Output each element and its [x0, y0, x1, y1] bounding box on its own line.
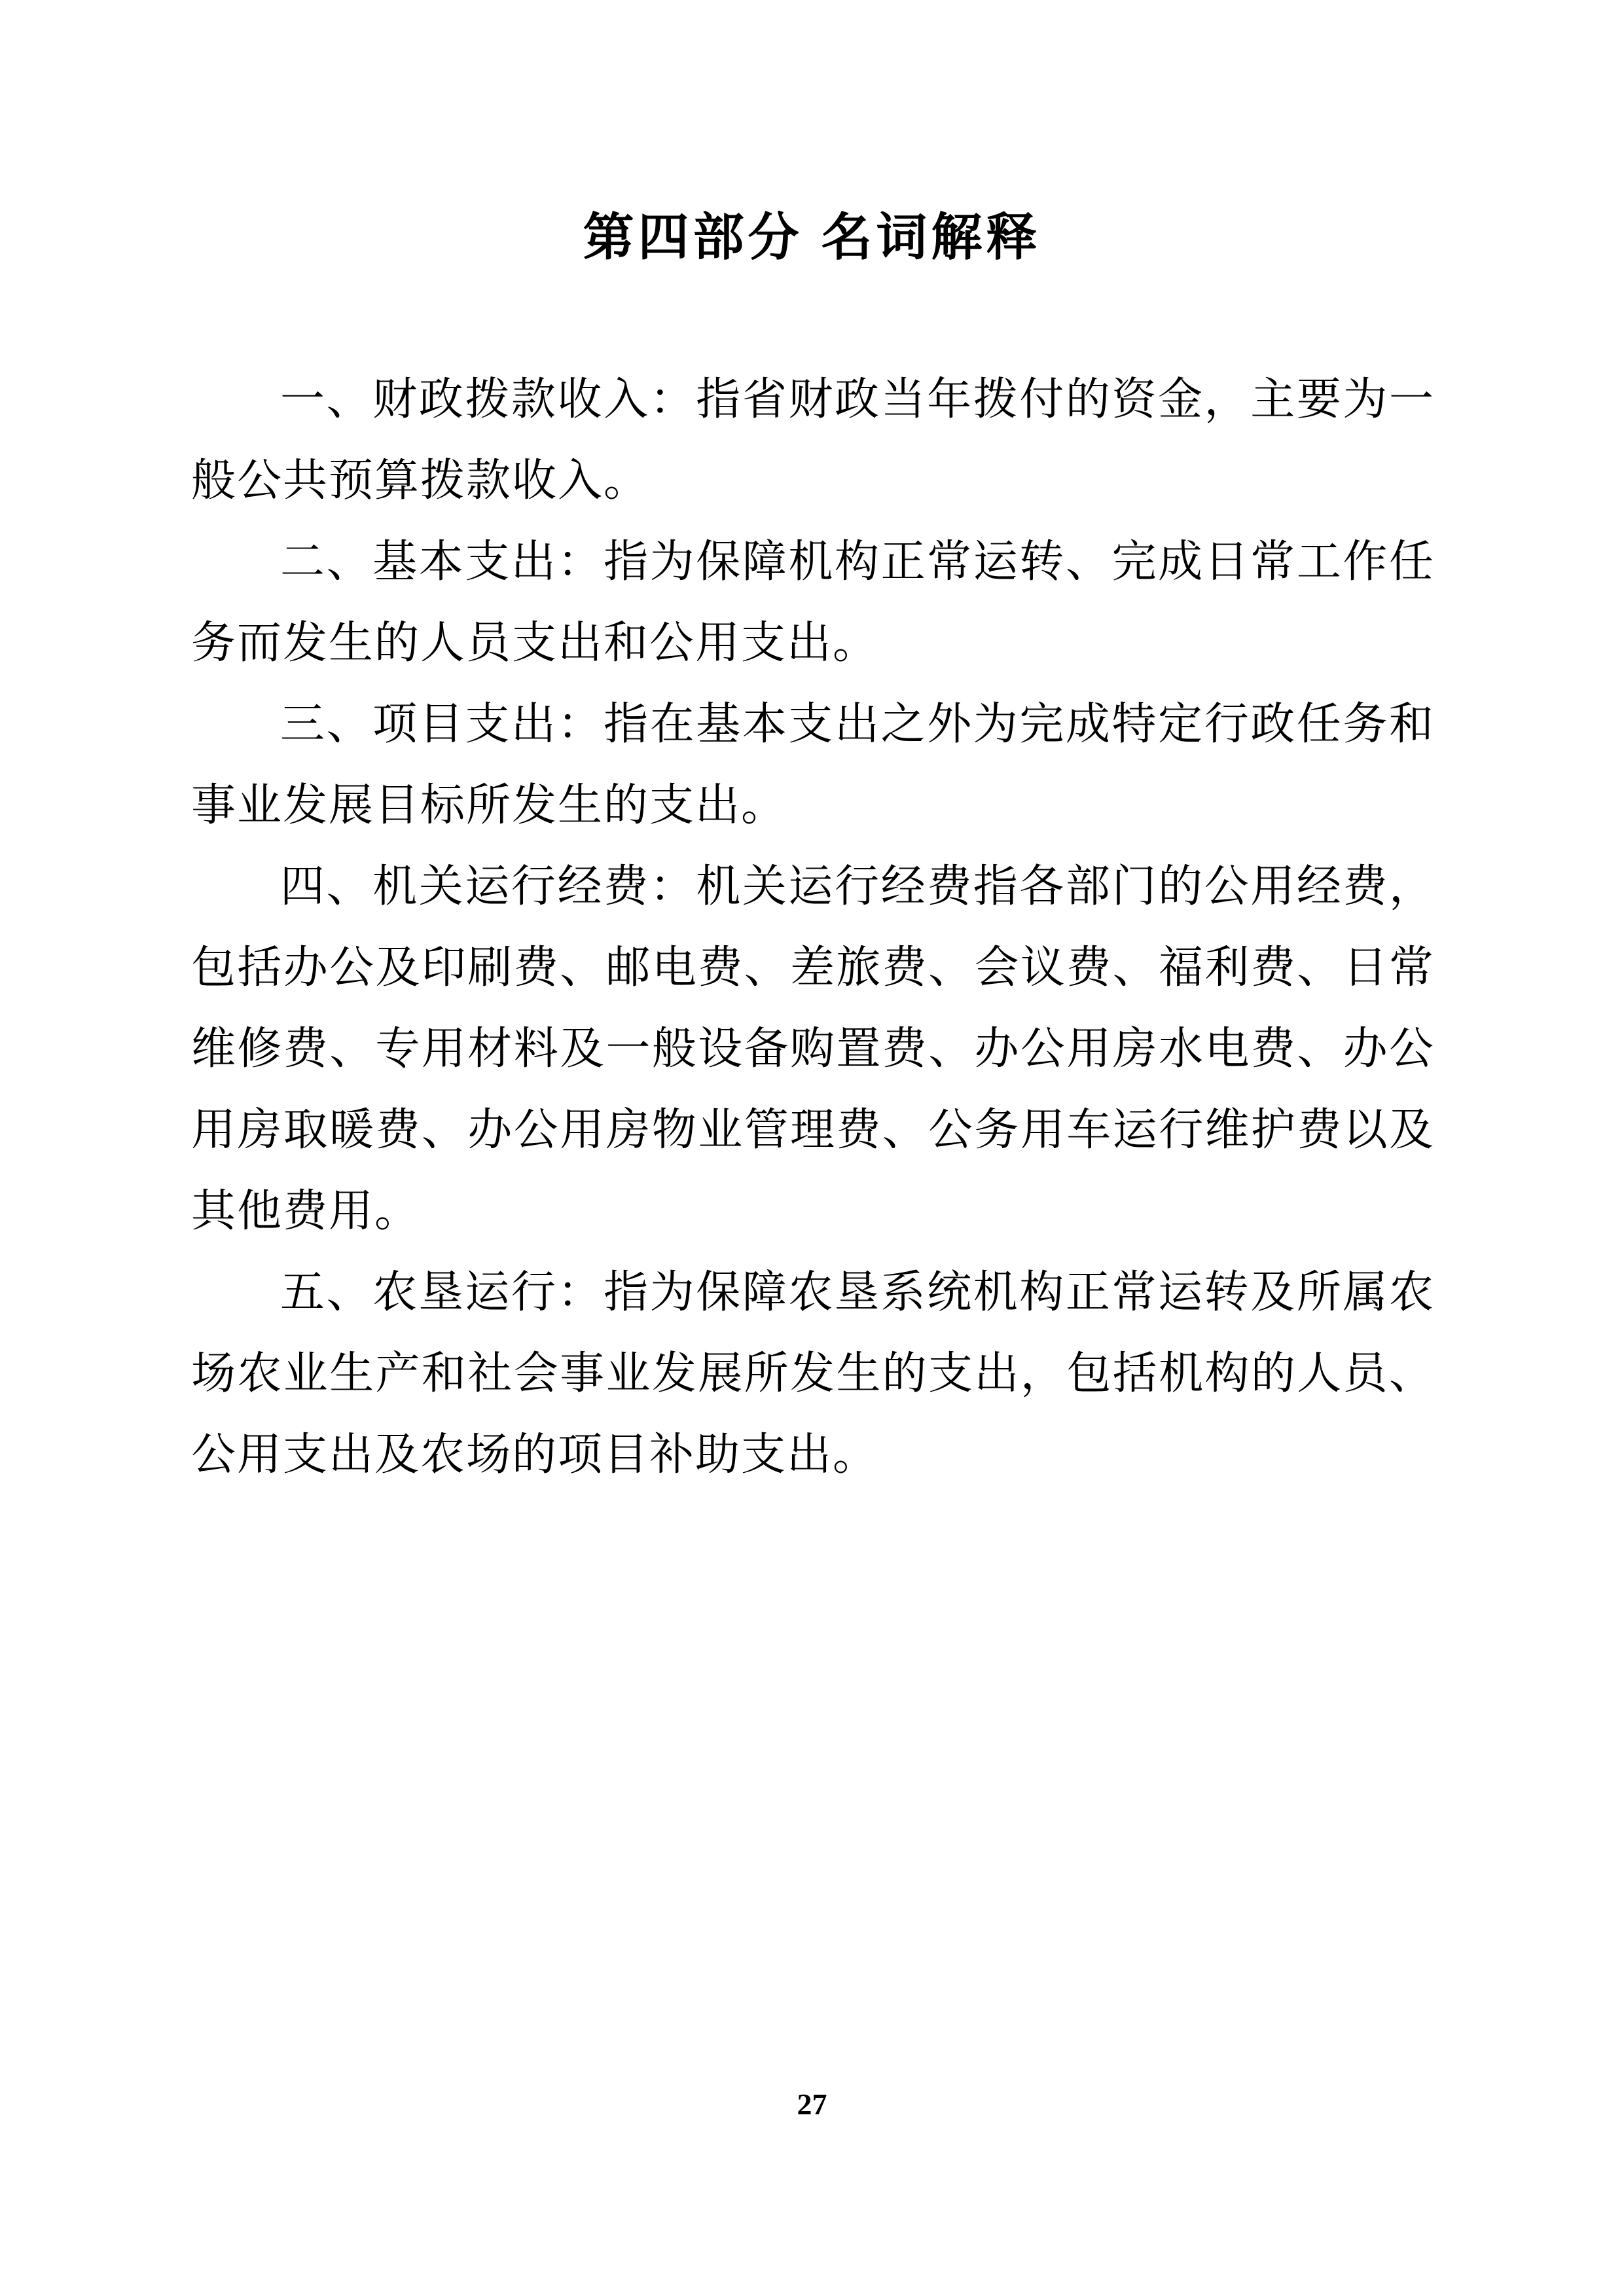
definitions-list — [191, 359, 1435, 1495]
definition-item-5: 五、农垦运行：指为保障农垦系统机构正常运转及所属农场农业生产和社会事业发展所发生的支出，包括机构的人员、公用支出及农场的项目补助支出。 — [191, 1267, 1435, 1479]
definition-item-3: 三、项目支出：指在基本支出之外为完成特定行政任务和事业发展目标所发生的支出。 — [191, 699, 1435, 830]
definition-item-4: 四、机关运行经费：机关运行经费指各部门的公用经费，包括办公及印刷费、邮电费、差旅费、会议费、福利费、日常维修费、专用材料及一般设备购置费、办公用房水电费、办公用房取暖费、办公用房物业管理费、公务用车运行维护费以及其他费用。 — [191, 861, 1435, 1236]
page-number: 27 — [797, 2087, 827, 2121]
definition-item-2: 二、基本支出：指为保障机构正常运转、完成日常工作任务而发生的人员支出和公用支出。 — [191, 537, 1435, 668]
definition-item-1: 一、财政拨款收入：指省财政当年拨付的资金，主要为一般公共预算拨款收入。 — [191, 374, 1435, 505]
section-title: 第四部分 名词解释 — [583, 208, 1041, 266]
